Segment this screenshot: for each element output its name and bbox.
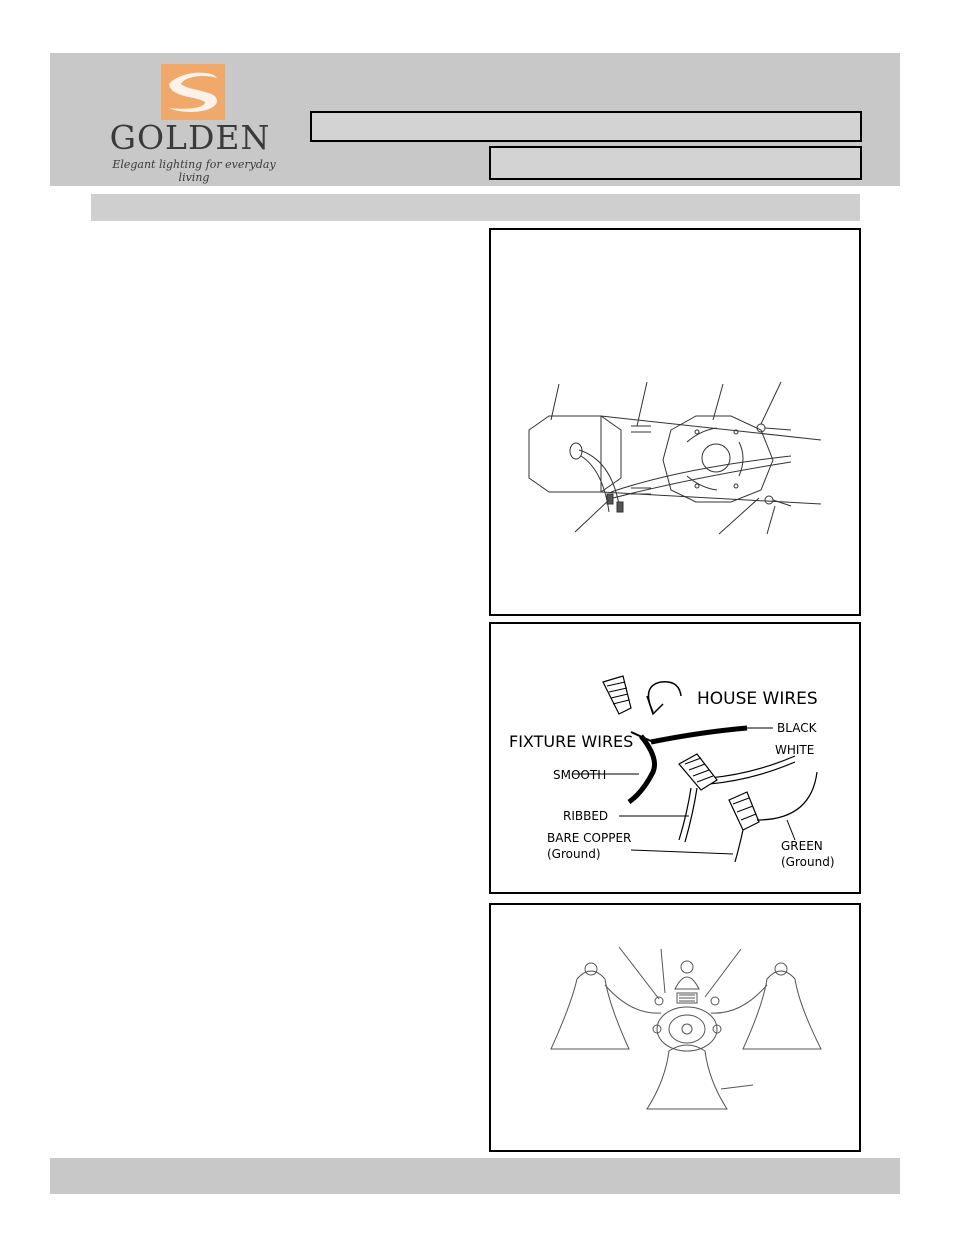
green-ground-label: (Ground) (781, 855, 835, 869)
fixture-diagram-panel (489, 903, 861, 1152)
fixture-wires-label: FIXTURE WIRES (509, 732, 634, 751)
bare-copper-ground-label: (Ground) (547, 847, 601, 861)
vanity-fixture-illustration (491, 905, 859, 1150)
logo-s-mark-icon (161, 64, 225, 120)
section-bar (91, 194, 860, 221)
title-box (310, 111, 862, 142)
mounting-diagram-panel (489, 228, 861, 616)
brand-logo (105, 62, 275, 182)
mounting-plate-illustration (491, 230, 859, 614)
house-wires-label: HOUSE WIRES (697, 689, 818, 709)
black-wire-label: BLACK (777, 721, 817, 735)
ribbed-wire-label: RIBBED (563, 809, 609, 823)
subtitle-box (489, 146, 862, 180)
logo-tagline: Elegant lighting for everyday living (112, 158, 276, 184)
smooth-wire-label: SMOOTH (553, 768, 607, 782)
wiring-illustration (491, 624, 859, 892)
wiring-diagram-panel (489, 622, 861, 894)
logo-wordmark: GOLDEN (109, 118, 271, 157)
footer-band (50, 1158, 900, 1194)
bare-copper-label: BARE COPPER (547, 831, 632, 845)
white-wire-label: WHITE (775, 743, 815, 757)
green-wire-label: GREEN (781, 839, 823, 853)
